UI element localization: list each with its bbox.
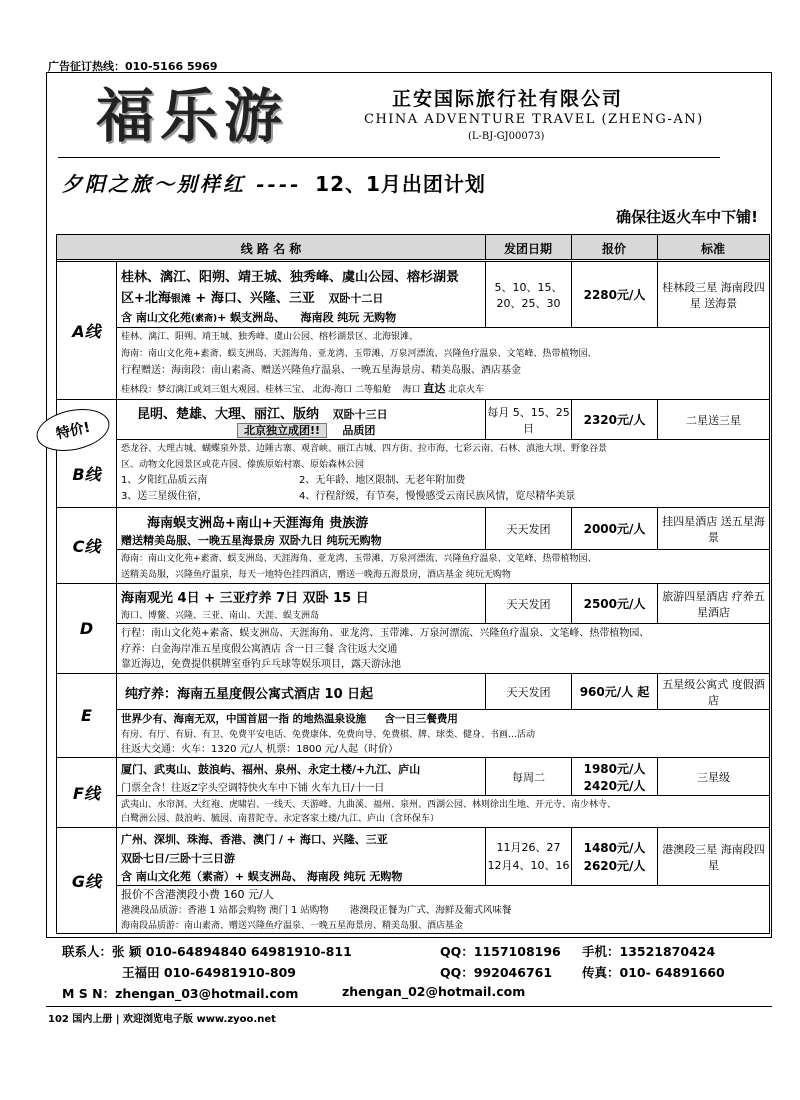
route-dates: 11月26、27 12月4、10、16: [485, 828, 571, 885]
subheadline: 确保往返火车中下铺!: [616, 208, 758, 226]
route-table: [56, 234, 770, 934]
route-title: 昆明、楚雄、大理、丽江、版纳 双卧十三日: [137, 407, 388, 422]
route-detail: 区、动物文化园景区或花卉园、傣族原始村寨、原始森林公园: [121, 460, 365, 470]
route-group: 北京独立成团!! 品质团: [237, 422, 375, 438]
route-title-2: 双卧七日/三卧十三日游: [121, 852, 236, 865]
route-d: [57, 583, 769, 673]
route-label: B线: [57, 400, 117, 507]
route-summary: [117, 828, 769, 886]
license-number: (L-BJ-GJ00073): [468, 131, 545, 142]
route-subtitle: 海口、博鳌、兴隆、三亚、南山、天涯、蜈支洲岛: [121, 611, 320, 621]
headline: [62, 168, 486, 197]
route-detail: 有房、有厅、有厨、有卫、免费平安电话、免费康体、免费向导、免费棋、牌、球类、健身、书画…活动: [121, 730, 536, 740]
route-detail: 往返大交通：火车：1320 元/人 机票：1800 元/人起（时价）: [121, 744, 399, 755]
route-summary: [117, 508, 769, 550]
contact-fax: 传真：010- 64891660: [582, 965, 725, 980]
route-standard: 挂四星酒店 送五星海景: [657, 508, 769, 549]
route-detail: 送精美岛服，兴隆鱼疗温泉，每天一地特色挂四酒店，赠送一晚海五海景房，酒店基金 纯玩无购物: [121, 570, 511, 580]
route-summary: [117, 674, 769, 710]
route-dates: 每月 5、15、25日: [485, 400, 571, 439]
route-label: F线: [57, 758, 117, 827]
route-detail: 白鹭洲公园、鼓浪屿、毓园、南普陀寺、永定客家土楼/九江、庐山（含环保车）: [121, 814, 440, 824]
route-price: 1480元/人 2620元/人: [571, 828, 657, 885]
route-standard: 二星送三星: [657, 400, 769, 439]
route-title: 广州、深圳、珠海、香港、澳门 / + 海口、兴隆、三亚: [121, 833, 388, 846]
route-title-3: 含 南山文化苑(素斋)+ 蜈支洲岛、 海南段 纯玩 无购物: [121, 311, 397, 324]
route-detail: 行程：南山文化苑+素斋、蜈支洲岛、天涯海角、亚龙湾、玉带滩、万泉河漂流、兴隆鱼疗温泉、文笔峰、热带植物园、: [121, 628, 650, 639]
route-standard: 港澳段三星 海南段四星: [657, 828, 769, 885]
route-title: 纯疗养：海南五星度假公寓式酒店 10 日起: [125, 687, 374, 702]
contact-msn: M S N：zhengan_03@hotmail.com: [62, 986, 299, 1001]
header-dates: 发团日期: [503, 242, 552, 256]
route-detail: 3、送三星级住宿， 4、行程舒缓，有节奏，慢慢感受云南民族风情，览尽精华美景: [121, 491, 576, 502]
route-subtitle: 门票全含！往返Z字头空调特快火车中下铺 火车九日/十一日: [121, 783, 385, 794]
route-title-2: 区+北海银滩 + 海口、兴隆、三亚 双卧十二日: [121, 291, 384, 306]
route-title: 海南观光 4日 + 三亚疗养 7日 双卧 15 日: [121, 591, 369, 606]
route-standard: 旅游四星酒店 疗养五星酒店: [657, 584, 769, 623]
contact-line: 联系人：张 颖 010-64894840 64981910-811: [62, 944, 352, 959]
route-dates: 天天发团: [485, 584, 571, 623]
header-standard: 标准: [700, 242, 725, 256]
route-standard: 五星级公寓式 度假酒店: [657, 674, 769, 709]
route-detail: 桂林、漓江、阳朔、靖王城、独秀峰、虞山公园、榕杉湖景区、北海银滩、: [121, 332, 419, 342]
route-summary: [117, 584, 769, 624]
contact-line: 王福田 010-64981910-809: [122, 965, 296, 980]
route-price: 960元/人 起: [571, 674, 657, 709]
route-detail: 1、夕阳红品质云南 2、无年龄、地区限制、无老年附加费: [121, 475, 466, 486]
route-summary: [117, 262, 769, 328]
company-name: 正安国际旅行社有限公司: [392, 88, 624, 110]
headline-slogan: 夕阳之旅～别样红 ----: [62, 172, 302, 196]
route-g: [57, 827, 769, 933]
route-price: 1980元/人 2420元/人: [571, 758, 657, 795]
route-detail: 行程赠送：海南段：南山素斋、赠送兴隆鱼疗温泉、一晚五星海景房、精美岛服、酒店基金: [121, 365, 521, 376]
route-summary: [117, 400, 769, 440]
route-label: G线: [57, 828, 117, 933]
route-price: 2280元/人: [571, 262, 657, 327]
route-subtitle: 赠送精美岛服、一晚五星海景房 双卧九日 纯玩无购物: [121, 534, 382, 547]
route-detail: 港澳段品质游：香港 1 站都会购物 澳门 1 站购物 港澳段正餐为广式、海鲜及葡式风味餐: [121, 905, 512, 916]
header-divider: [58, 157, 720, 158]
special-price-badge: 特价!: [33, 403, 114, 458]
route-price: 2000元/人: [571, 508, 657, 549]
route-dates: 每周二: [485, 758, 571, 795]
route-e: [57, 673, 769, 757]
route-dates: 天天发团: [485, 508, 571, 549]
headline-plan: 12、1月出团计划: [315, 172, 486, 196]
route-detail: 疗养：白金海岸准五星度假公寓酒店 含一日三餐 含往返大交通: [121, 644, 398, 655]
route-standard: 桂林段三星 海南段四星 送海景: [657, 262, 769, 327]
route-a: [57, 261, 769, 399]
route-standard: 三星级: [657, 758, 769, 795]
company-logo: 福乐游: [96, 82, 289, 150]
route-detail: 报价不含港澳段小费 160 元/人: [121, 888, 274, 901]
contact-mobile: 手机：13521870424: [582, 944, 716, 959]
route-detail: 世界少有、海南无双，中国首屈一指 的地热温泉设施 含一日三餐费用: [121, 713, 458, 725]
route-detail: 桂林段：梦幻漓江或刘三姐大观园、桂林三宝、 北海-海口 二等船舱 海口 直达 北京火车: [121, 382, 485, 395]
route-summary: [117, 758, 769, 796]
route-title-3: 含 南山文化苑（素斋）+ 蜈支洲岛、 海南段 纯玩 无购物: [121, 870, 403, 883]
contact-qq: QQ：992046761: [440, 965, 553, 980]
route-b: [57, 399, 769, 507]
route-detail: 武夷山、水帘洞、大红袍、虎啸岩、一线天、天游峰、九曲溪、福州、泉州、西湖公园、林则徐出生地、开元寺、南少林寺、: [121, 800, 617, 810]
route-price: 2500元/人: [571, 584, 657, 623]
header-price: 报价: [601, 242, 626, 256]
company-english-name: CHINA ADVENTURE TRAVEL (ZHENG-AN): [364, 112, 704, 127]
route-label: A线: [57, 262, 117, 399]
route-label: E: [57, 674, 117, 757]
ad-hotline: 广告征订热线：010-5166 5969: [48, 60, 218, 73]
route-dates: 5、10、15、20、25、30: [485, 262, 571, 327]
route-detail: 海南：南山文化苑+素斋、蜈支洲岛、天涯海角、亚龙湾、玉带滩、万泉河漂流、兴隆鱼疗温泉、文笔峰、热带植物园、: [121, 554, 597, 564]
route-detail: 海南：南山文化苑+素斋、蜈支洲岛、天涯海角、亚龙湾、玉带滩、万泉河漂流、兴隆鱼疗温泉、文笔峰、热带植物园、: [121, 349, 597, 359]
route-label: D: [57, 584, 117, 673]
header-route: 线 路 名 称: [240, 242, 302, 256]
route-price: 2320元/人: [571, 400, 657, 439]
page-footer: 102 国内上册 | 欢迎浏览电子版 www.zyoo.net: [48, 1014, 276, 1025]
route-title: 桂林、漓江、阳朔、靖王城、独秀峰、虞山公园、榕杉湖景: [121, 270, 460, 285]
contact-msn-2: zhengan_02@hotmail.com: [342, 984, 526, 999]
route-label: C线: [57, 508, 117, 583]
contact-qq: QQ：1157108196: [440, 944, 561, 959]
table-header: [57, 235, 769, 260]
route-detail: 恐龙谷、大理古城、蝴蝶泉外景、边陲古寨、观音峡、丽江古城、四方街、拉市海、七彩云南、石林、滇池大坝、野象谷景: [121, 444, 608, 454]
route-detail: 靠近海边，免费提供棋牌室垂钓乒乓球等娱乐项目，露天游泳池: [121, 659, 401, 670]
route-title: 海南蜈支洲岛+南山+天涯海角 贵族游: [147, 516, 369, 531]
footer-divider: [46, 1006, 772, 1007]
route-c: [57, 507, 769, 583]
route-title: 厦门、武夷山、鼓浪屿、福州、泉州、永定土楼/+九江、庐山: [121, 763, 421, 776]
route-detail: 海南段品质游：南山素斋、赠送兴隆鱼疗温泉、一晚五星海景房、精美岛服、酒店基金: [121, 921, 464, 931]
route-dates: 天天发团: [485, 674, 571, 709]
route-f: [57, 757, 769, 827]
